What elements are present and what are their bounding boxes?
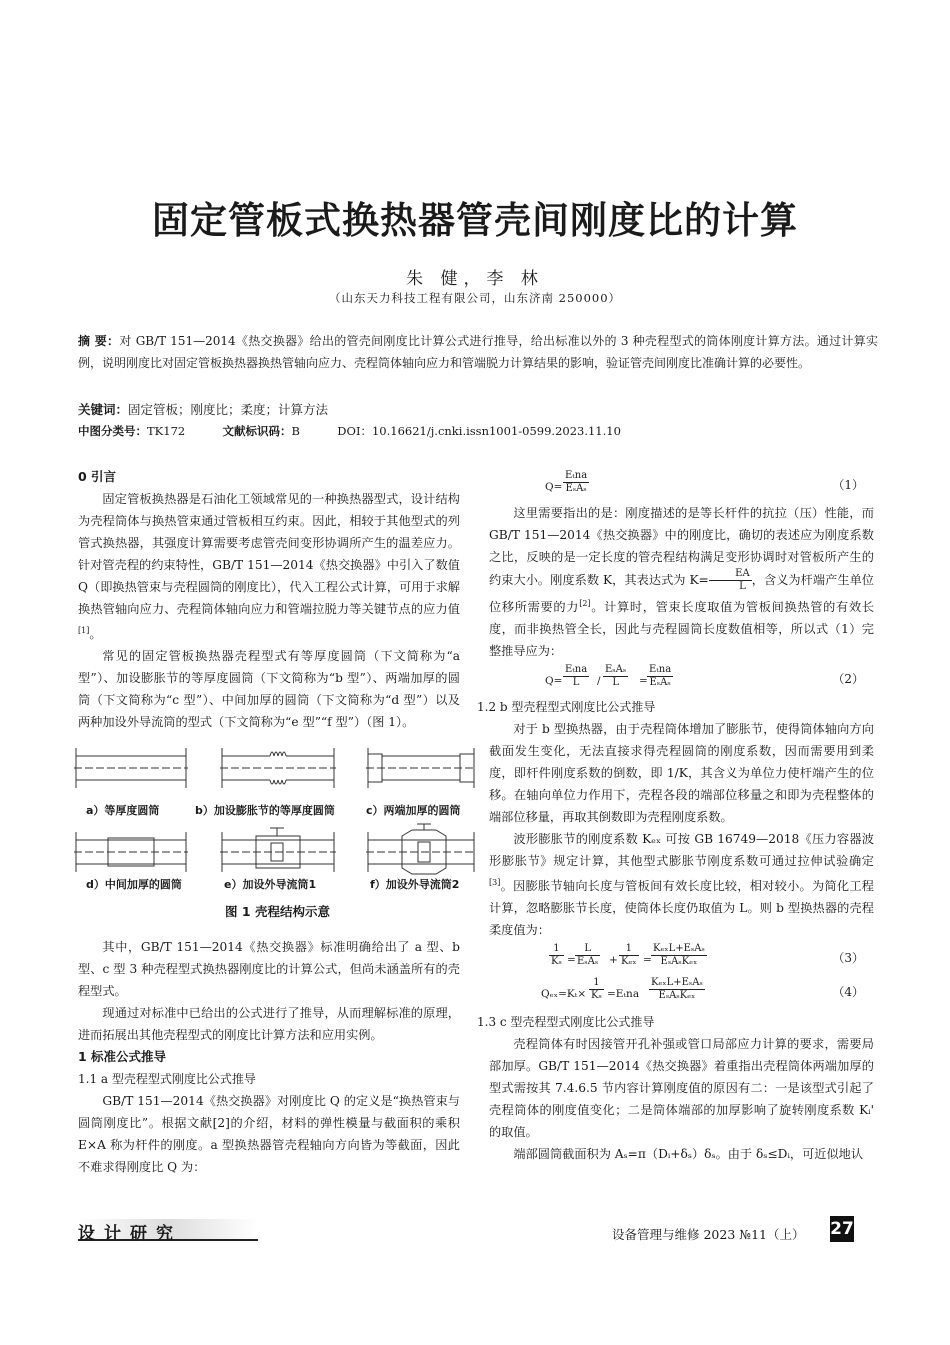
clc-label: 中图分类号： <box>78 424 147 438</box>
p6-text-c: 。计算时，管束长度取值为管板间换热管的有效长度，而非换热管全长，因此与壳程圆筒长度数值相等，所以式（1）完整推导应为： <box>489 600 875 659</box>
fig-label-f: f）加设外导流筒2 <box>370 878 460 891</box>
figure-1-caption: 图 1 壳程结构示意 <box>225 904 330 919</box>
eq3-f2-num: L <box>575 943 600 956</box>
authors: 朱 健，李 林 <box>406 269 544 289</box>
ref-2: [2] <box>579 599 591 608</box>
eq3-fraction-4 <box>651 943 707 968</box>
p6-fraction <box>709 568 752 593</box>
paragraph-7: 对于 b 型换热器，由于壳程筒体增加了膨胀节，使得筒体轴向方向截面发生变化，无法直接求得壳程圆筒的刚度系数，因而需要用到柔度，即杆件刚度系数的倒数，即 1/K，其含义为单位力使杆端产生的位移。在轴向单位力作用下，壳程各段的端部位移量之和即为壳程整体的端部位移量，再取其倒数即为壳程刚度系数。 <box>489 722 874 825</box>
p6-text-b: ，含义为杆端产生单位位移所需要的力 <box>489 573 874 615</box>
abstract-label: 摘 要： <box>78 334 120 348</box>
eq4-f2-den: EₛAₛKₑₓ <box>658 990 696 1002</box>
eq3-fraction-2 <box>575 943 600 968</box>
fig-label-c: c）两端加厚的圆筒 <box>366 804 461 817</box>
eq2-f2-den: L <box>612 677 619 689</box>
doc-code: B <box>291 424 300 438</box>
p8-text-b: 。因膨胀节轴向长度与管板间有效长度比较，相对较小。为简化工程计算，忽略膨胀节长度，使筒体长度仍取值为 L。则 b 型换热器的壳程柔度值为： <box>489 879 874 938</box>
subsection-1-3-heading: 1.3 c 型壳程型式刚度比公式推导 <box>477 1015 655 1030</box>
eq2-fraction-3 <box>647 664 673 689</box>
intro-paragraph-1 <box>78 488 460 645</box>
eq3-f2-den: EₛAₛ <box>577 956 599 968</box>
eq3-f3-den: Kₑₓ <box>621 956 637 968</box>
eq4-fraction-1 <box>589 977 604 1002</box>
subsection-1-2-heading: 1.2 b 型壳程型式刚度比公式推导 <box>477 700 656 715</box>
paragraph-10: 端部圆筒截面积为 Aₛ=π（Dᵢ+δₛ）δₛ。由于 δₛ≤Dᵢ，可近似地认 <box>513 1147 864 1162</box>
fig-label-b: b）加设膨胀节的等厚度圆筒 <box>195 804 335 817</box>
eq3-f1-den: Kₛ <box>551 956 562 968</box>
abstract-text: 对 GB/T 151—2014《热交换器》给出的管壳间刚度比计算公式进行推导，给出标准以外的 3 种壳程型式的筒体刚度计算方法。通过计算实例，说明刚度比对固定管板换热器换热管轴向应力、壳程筒体轴向应力和管端脱力计算结果的影响，验证管壳间刚度比准确计算的必要性。 <box>78 334 878 370</box>
eq2-f2-num: EₛAₛ <box>605 664 627 676</box>
left-column-top <box>78 466 460 733</box>
diagram-a <box>74 748 188 788</box>
eq4-f1-den: Kₛ <box>591 990 602 1002</box>
diagram-e <box>220 828 336 872</box>
paragraph-4: 现通过对标准中已给出的公式进行了推导，从而理解标准的原理，进而拓展出其他壳程型式的刚度比计算方法和应用实例。 <box>78 1006 460 1042</box>
keywords <box>78 400 328 418</box>
eq1-lhs: Q= <box>545 481 563 493</box>
equation-2 <box>489 662 874 696</box>
left-column-bottom <box>78 936 460 1178</box>
eq2-f1-num: Eₜna <box>565 664 588 676</box>
eq3-plus: + <box>609 954 618 967</box>
paragraph-8 <box>489 828 874 941</box>
shell-structure-diagrams <box>72 744 482 924</box>
eq3-number: （3） <box>832 951 864 966</box>
paragraph-6 <box>489 502 874 662</box>
p8-text-a: 波形膨胀节的刚度系数 Kₑₓ 可按 GB 16749—2018《压力容器波形膨胀节》规定计算，其他型式膨胀节刚度系数可通过拉伸试验确定 <box>489 832 874 869</box>
ref-3: [3] <box>489 878 501 888</box>
diagram-d <box>74 832 188 872</box>
affiliation: （山东天力科技工程有限公司，山东济南 250000） <box>328 291 622 305</box>
section-1-heading: 1 标准公式推导 <box>78 1049 167 1064</box>
equation-4 <box>489 975 874 1011</box>
paragraph-3: 其中，GB/T 151—2014《热交换器》标准明确给出了 a 型、b 型、c 型 3 种壳程型式换热器刚度比的计算公式，但尚未涵盖所有的壳程型式。 <box>78 940 460 998</box>
eq2-lhs: Q= <box>545 675 563 688</box>
intro-p1-text: 固定管板换热器是石油化工领域常见的一种换热器型式，设计结构为壳程筒体与换热管束通过管板相互约束。因此，相较于其他型式的列管式换热器，其强度计算需要考虑管壳间变形协调所产生的温差应力。针对管壳程的约束特性，GB/T 151—2014《热交换器》中引入了数值 Q（即换热管束与壳程圆筒的刚度比），代入工程公式计算，可用于求解换热管轴向应力、壳程筒体轴向应力和管端拉脱力等关键节点的应力值 <box>78 492 460 616</box>
eq1-fraction <box>563 470 589 495</box>
diagram-f <box>366 824 476 874</box>
eq3-fraction-1 <box>549 943 564 968</box>
eq2-f3-num: Eₜna <box>649 664 672 676</box>
eq2-f3-den: EₛAₛ <box>649 677 671 689</box>
eq3-equals-1: = <box>567 954 576 967</box>
eq4-number: （4） <box>832 985 864 1000</box>
intro-p1-end: 。 <box>89 627 102 642</box>
eq2-number: （2） <box>832 672 864 687</box>
eq4-lhs: Qₑₓ=Kₜ× <box>541 988 587 1001</box>
eq3-fraction-3 <box>619 943 639 968</box>
fig-label-e: e）加设外导流筒1 <box>224 878 317 891</box>
eq1-den: EₛAₛ <box>565 483 587 494</box>
equation-3 <box>489 941 874 975</box>
eq2-f1-den: L <box>572 677 580 689</box>
paragraph-5: GB/T 151—2014《热交换器》对刚度比 Q 的定义是“换热管束与圆筒刚度比”。根据文献[2]的介绍，材料的弹性模量与截面积的乘积 E×A 称为杆件的刚度。a 型换热器管壳程轴向方向皆为等截面，因此不难求得刚度比 Q 为： <box>78 1094 460 1174</box>
eq4-f1-num: 1 <box>589 977 604 990</box>
p6-frac-den: L <box>739 581 746 592</box>
eq4-mid: =Eₜna <box>607 988 640 1001</box>
eq2-fraction-1 <box>563 664 589 689</box>
paragraph-9: 壳程筒体有时因接管开孔补强或管口局部应力计算的要求，需要局部加厚。GB/T 151—2014《热交换器》着重指出壳程筒体两端加厚的型式需按其 7.4.6.5 节内容计算刚度值的原因有二：一是该型式引起了壳程筒体的刚度值变化；二是筒体端部的加厚影响了旋转刚度系数 Kᵢ' 的取值。 <box>489 1037 874 1140</box>
fig-label-a: a）等厚度圆筒 <box>86 804 160 817</box>
eq2-equals: = <box>639 675 648 688</box>
doc-code-label: 文献标识码： <box>222 424 292 438</box>
page-number: 27 <box>830 1216 854 1242</box>
ref-1: [1] <box>78 626 90 635</box>
classification-line <box>78 423 621 439</box>
eq3-equals-2: = <box>643 954 652 967</box>
eq4-f2-num: KₑₓL+EₛAₛ <box>651 977 703 989</box>
eq1-num: Eₜna <box>565 470 588 481</box>
eq2-slash: / <box>597 675 601 688</box>
fig-label-d: d）中间加厚的圆筒 <box>86 878 182 891</box>
eq3-f3-num: 1 <box>619 943 639 956</box>
clc-code: TK172 <box>147 424 186 438</box>
keywords-text: 固定管板；刚度比；柔度；计算方法 <box>128 402 329 417</box>
paper-title: 固定管板式换热器管壳间刚度比的计算 <box>152 199 798 242</box>
eq4-fraction-2 <box>649 977 705 1002</box>
doi: DOI：10.16621/j.cnki.issn1001-0599.2023.11.10 <box>337 424 621 438</box>
p6-text-a: 这里需要指出的是：刚度描述的是等长杆件的抗拉（压）性能，而 GB/T 151—2014《热交换器》中的刚度比，确切的表述应为刚度系数之比，反映的是一定长度的管壳程结构满足变形协调时对管板所产生的约束大小。刚度系数 K，其表达式为 K= <box>489 506 874 587</box>
subsection-1-1-heading: 1.1 a 型壳程型式刚度比公式推导 <box>78 1072 256 1086</box>
eq3-f4-num: KₑₓL+EₛAₛ <box>653 943 705 955</box>
footer-section-label: 设计研究 <box>78 1219 258 1241</box>
figure-1 <box>72 744 482 924</box>
keywords-label: 关键词： <box>78 402 129 417</box>
p6-frac-num: EA <box>709 568 752 581</box>
diagram-c <box>366 748 476 788</box>
eq3-f1-num: 1 <box>549 943 564 956</box>
eq2-fraction-2 <box>603 664 628 689</box>
eq3-f4-den: EₛAₛKₑₓ <box>660 956 698 968</box>
intro-paragraph-2: 常见的固定管板换热器壳程型式有等厚度圆筒（下文简称为“a 型”）、加设膨胀节的等厚度圆筒（下文简称为“b 型”）、两端加厚的圆筒（下文简称为“c 型”）、中间加厚的圆筒（下文简称为“d 型”）以及两种加设外导流筒的型式（下文简称为“e 型”“f 型”）（图 1）。 <box>78 649 460 730</box>
abstract <box>78 330 878 374</box>
eq1-number: （1） <box>832 478 864 492</box>
right-column <box>477 468 875 1165</box>
diagram-b <box>220 748 336 788</box>
footer-journal: 设备管理与维修 2023 №11（上） <box>612 1227 805 1242</box>
section-0-heading: 0 引言 <box>78 469 117 484</box>
equation-1 <box>489 468 874 502</box>
